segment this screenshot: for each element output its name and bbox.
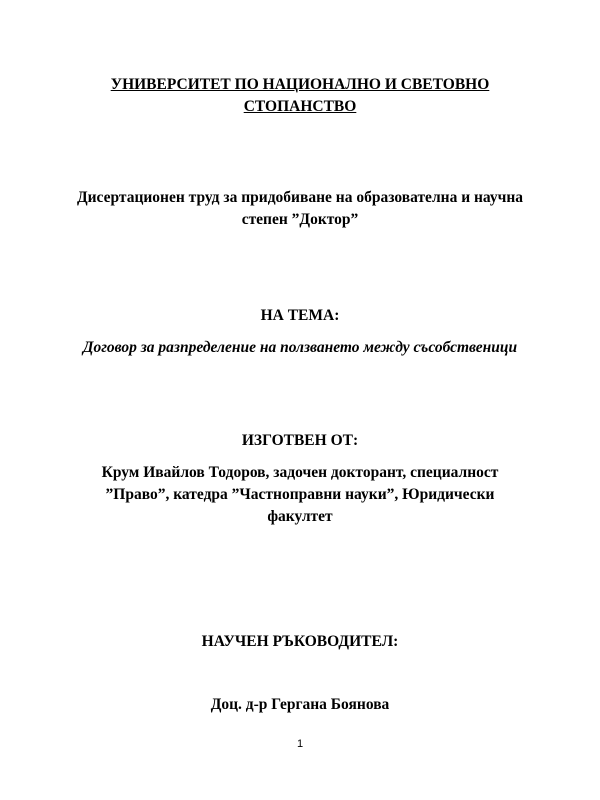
topic-title: Договор за разпределение на ползването между съсобственици [82,339,518,356]
page-number: 1 [296,738,304,750]
supervisor-heading: НАУЧЕН РЪКОВОДИТЕЛ: [201,633,399,650]
author-info [60,462,540,528]
author-info-line-3: факултет [267,508,333,525]
dissertation-description [60,187,540,231]
supervisor-name: Доц. д-р Гергана Боянова [210,696,390,713]
dissertation-line-1: Дисертационен труд за придобиване на образователна и научна [76,189,524,206]
university-title [60,74,540,118]
university-title-line-1: УНИВЕРСИТЕТ ПО НАЦИОНАЛНО И СВЕТОВНО [110,76,490,93]
author-info-line-2: ”Право”, катедра ”Частноправни науки”, Юридически [105,486,495,503]
author-heading: ИЗГОТВЕН ОТ: [241,432,359,449]
dissertation-line-2: степен ”Доктор” [241,211,359,228]
university-title-line-2: СТОПАНСТВО [243,98,357,115]
topic-heading: НА ТЕМА: [260,307,340,324]
author-info-line-1: Крум Ивайлов Тодоров, задочен докторант, специалност [101,464,499,481]
